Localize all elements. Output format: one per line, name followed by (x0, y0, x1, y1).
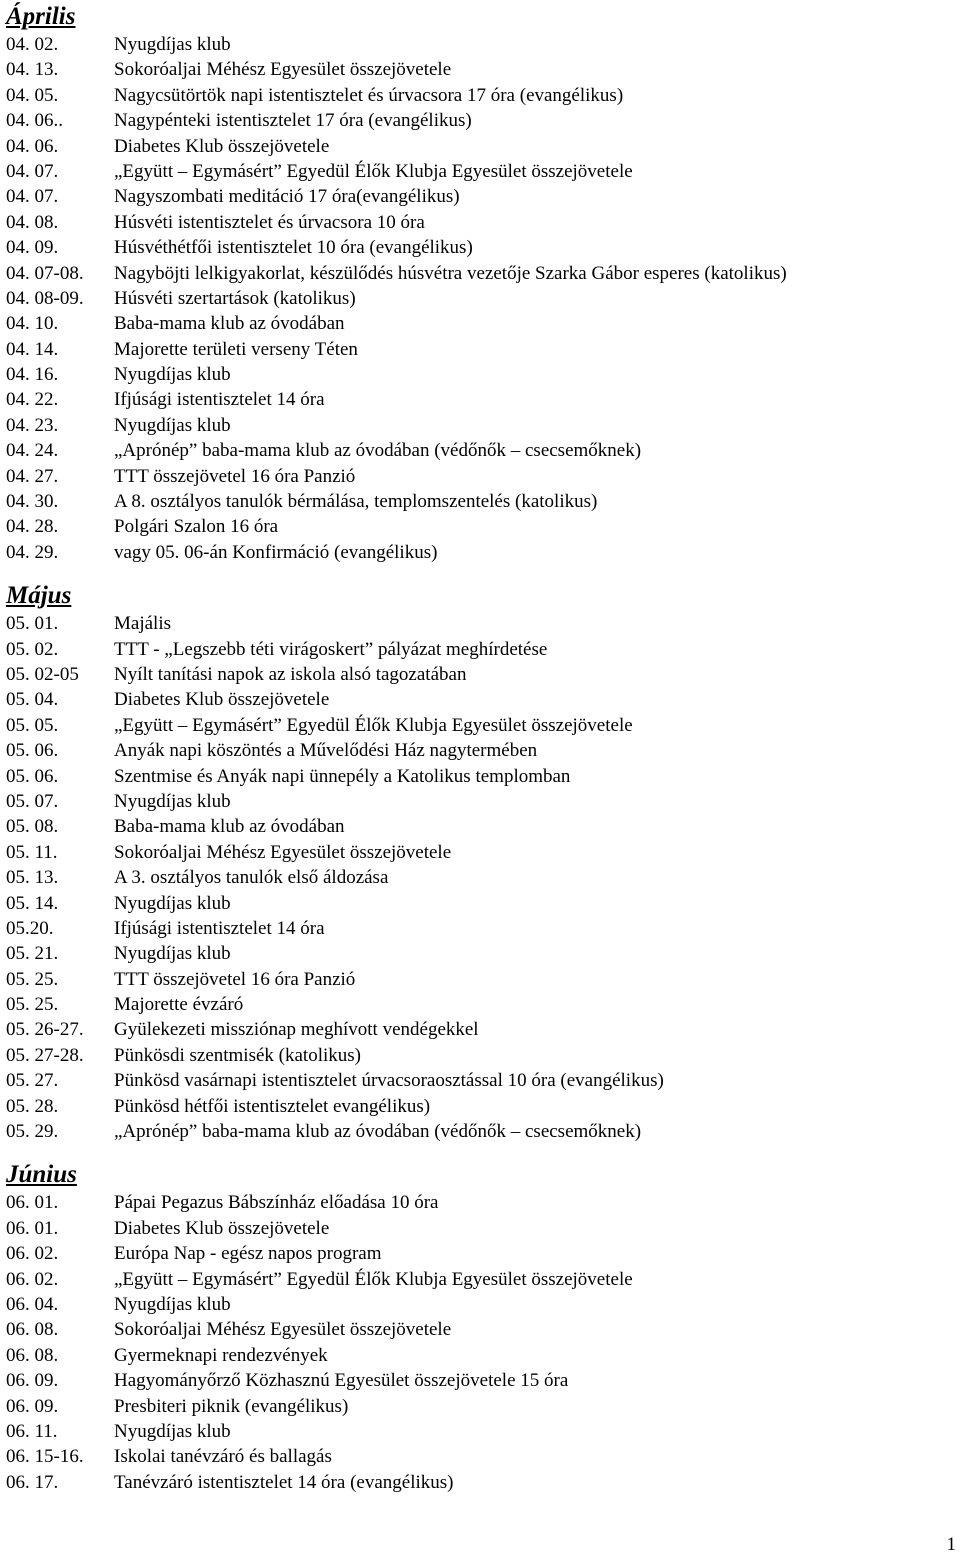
event-row (6, 1119, 946, 1144)
event-date: 06. 01. (6, 1192, 59, 1214)
month-heading: Április (6, 3, 76, 30)
event-date: 05. 08. (6, 816, 59, 838)
event-list (6, 611, 946, 1144)
event-date: 04. 08-09. (6, 287, 84, 309)
event-description: Baba-mama klub az óvodában (114, 313, 345, 335)
event-row (6, 1267, 946, 1292)
month-section-aprilis (6, 0, 946, 565)
event-description: Diabetes Klub összejövetele (114, 689, 330, 711)
event-row (6, 438, 946, 463)
event-row (6, 1094, 946, 1119)
event-description: Nyugdíjas klub (114, 1420, 231, 1442)
section-spacer (6, 565, 946, 583)
event-row (6, 1444, 946, 1469)
event-date: 04. 06. (6, 135, 59, 157)
event-date: 06. 08. (6, 1344, 59, 1366)
event-description: Nyílt tanítási napok az iskola alsó tagozatában (114, 663, 467, 685)
calendar-page (6, 0, 946, 1495)
event-date: 04. 28. (6, 516, 59, 538)
event-row (6, 83, 946, 108)
event-date: 05. 06. (6, 765, 59, 787)
event-date: 04. 09. (6, 237, 59, 259)
event-row (6, 1470, 946, 1495)
event-row (6, 941, 946, 966)
event-description: vagy 05. 06-án Konfirmáció (evangélikus) (114, 541, 438, 563)
event-description: Nyugdíjas klub (114, 1293, 231, 1315)
event-description: Húsvéti istentisztelet és úrvacsora 10 óra (114, 211, 425, 233)
event-row (6, 210, 946, 235)
event-date: 04. 23. (6, 414, 59, 436)
event-row (6, 413, 946, 438)
event-date: 04. 13. (6, 59, 59, 81)
event-description: Baba-mama klub az óvodában (114, 816, 345, 838)
event-row (6, 261, 946, 286)
event-row (6, 637, 946, 662)
event-description: Pünkösd hétfői istentisztelet evangélikus) (114, 1095, 431, 1117)
event-date: 04. 10. (6, 313, 59, 335)
event-date: 05.20. (6, 917, 54, 939)
event-description: „Együtt – Egymásért” Egyedül Élők Klubja Egyesület összejövetele (114, 1268, 633, 1290)
event-row (6, 311, 946, 336)
event-description: „Aprónép” baba-mama klub az óvodában (védőnők – csecsemőknek) (114, 440, 642, 462)
event-date: 05. 21. (6, 943, 59, 965)
event-description: Pünkösd vasárnapi istentisztelet úrvacsoraosztással 10 óra (evangélikus) (114, 1070, 664, 1092)
event-row (6, 134, 946, 159)
event-row (6, 967, 946, 992)
event-description: Sokoróaljai Méhész Egyesület összejövetele (114, 59, 452, 81)
event-row (6, 235, 946, 260)
event-description: Presbiteri piknik (evangélikus) (114, 1395, 349, 1417)
event-row (6, 159, 946, 184)
event-row (6, 1216, 946, 1241)
event-description: Diabetes Klub összejövetele (114, 1217, 330, 1239)
event-description: Szentmise és Anyák napi ünnepély a Katolikus templomban (114, 765, 571, 787)
event-date: 05. 27. (6, 1070, 59, 1092)
event-description: Gyermeknapi rendezvények (114, 1344, 328, 1366)
event-row (6, 1190, 946, 1215)
event-row (6, 1241, 946, 1266)
event-date: 06. 17. (6, 1471, 59, 1493)
event-date: 04. 02. (6, 34, 59, 55)
event-row (6, 337, 946, 362)
event-description: TTT - „Legszebb téti virágoskert” pályázat meghírdetése (114, 638, 548, 660)
event-description: Sokoróaljai Méhész Egyesület összejövetele (114, 1319, 452, 1341)
event-date: 04. 07. (6, 160, 59, 182)
event-description: Pápai Pegazus Bábszínház előadása 10 óra (114, 1192, 439, 1214)
event-row (6, 1068, 946, 1093)
event-row (6, 916, 946, 941)
event-description: Húsvéthétfői istentisztelet 10 óra (evangélikus) (114, 237, 473, 259)
event-description: A 8. osztályos tanulók bérmálása, templomszentelés (katolikus) (114, 491, 598, 513)
event-date: 04. 07. (6, 186, 59, 208)
event-description: Hagyományőrző Közhasznú Egyesület összejövetele 15 óra (114, 1370, 569, 1392)
section-spacer (6, 1144, 946, 1162)
event-description: Nagypénteki istentisztelet 17 óra (evangélikus) (114, 110, 472, 132)
event-description: Anyák napi köszöntés a Művelődési Ház nagytermében (114, 740, 538, 762)
event-row (6, 1317, 946, 1342)
event-description: Európa Nap - egész napos program (114, 1243, 382, 1265)
event-row (6, 362, 946, 387)
event-description: „Együtt – Egymásért” Egyedül Élők Klubja Egyesület összejövetele (114, 714, 633, 736)
event-date: 05. 02-05 (6, 663, 79, 685)
event-date: 06. 01. (6, 1217, 59, 1239)
event-date: 04. 06.. (6, 110, 63, 132)
event-description: Majális (114, 613, 171, 635)
event-date: 04. 08. (6, 211, 59, 233)
event-description: Nagyszombati meditáció 17 óra(evangélikus) (114, 186, 460, 208)
event-description: Ifjúsági istentisztelet 14 óra (114, 389, 325, 411)
event-row (6, 540, 946, 565)
event-description: „Aprónép” baba-mama klub az óvodában (védőnők – csecsemőknek) (114, 1121, 642, 1143)
event-date: 05. 04. (6, 689, 59, 711)
event-description: Sokoróaljai Méhész Egyesület összejövetele (114, 841, 452, 863)
event-row (6, 464, 946, 489)
event-list (6, 32, 946, 565)
event-description: Majorette területi verseny Téten (114, 338, 358, 360)
event-row (6, 738, 946, 763)
event-date: 05. 29. (6, 1121, 59, 1143)
event-description: Nagycsütörtök napi istentisztelet és úrvacsora 17 óra (evangélikus) (114, 84, 624, 106)
event-description: TTT összejövetel 16 óra Panzió (114, 465, 356, 487)
event-row (6, 1368, 946, 1393)
event-date: 06. 09. (6, 1395, 59, 1417)
event-date: 04. 14. (6, 338, 59, 360)
event-date: 04. 22. (6, 389, 59, 411)
event-description: „Együtt – Egymásért” Egyedül Élők Klubja Egyesület összejövetele (114, 160, 633, 182)
event-date: 05. 14. (6, 892, 59, 914)
event-date: 05. 13. (6, 867, 59, 889)
event-row (6, 891, 946, 916)
event-date: 05. 06. (6, 740, 59, 762)
event-row (6, 514, 946, 539)
event-row (6, 865, 946, 890)
event-row (6, 814, 946, 839)
event-date: 05. 27-28. (6, 1044, 84, 1066)
month-section-majus (6, 583, 946, 1144)
event-date: 05. 25. (6, 968, 59, 990)
event-date: 04. 30. (6, 491, 59, 513)
event-date: 06. 15-16. (6, 1446, 84, 1468)
event-description: Gyülekezeti missziónap meghívott vendégekkel (114, 1019, 479, 1041)
event-row (6, 840, 946, 865)
event-description: Nyugdíjas klub (114, 364, 231, 386)
event-row (6, 57, 946, 82)
event-date: 04. 16. (6, 364, 59, 386)
event-date: 05. 25. (6, 994, 59, 1016)
event-date: 04. 05. (6, 84, 59, 106)
event-row (6, 1419, 946, 1444)
event-description: Nyugdíjas klub (114, 892, 231, 914)
event-date: 06. 04. (6, 1293, 59, 1315)
event-description: Nyugdíjas klub (114, 790, 231, 812)
event-description: Majorette évzáró (114, 994, 244, 1016)
event-description: Nyugdíjas klub (114, 414, 231, 436)
event-row (6, 662, 946, 687)
event-description: Iskolai tanévzáró és ballagás (114, 1446, 332, 1468)
event-description: Húsvéti szertartások (katolikus) (114, 287, 356, 309)
page-number: 1 (946, 1534, 956, 1555)
event-description: Tanévzáró istentisztelet 14 óra (evangélikus) (114, 1471, 454, 1493)
event-description: Ifjúsági istentisztelet 14 óra (114, 917, 325, 939)
event-description: A 3. osztályos tanulók első áldozása (114, 867, 389, 889)
event-date: 05. 11. (6, 841, 58, 863)
event-row (6, 1292, 946, 1317)
event-row (6, 1343, 946, 1368)
event-date: 05. 02. (6, 638, 59, 660)
month-heading: Június (6, 1161, 77, 1189)
event-description: Diabetes Klub összejövetele (114, 135, 330, 157)
event-date: 06. 08. (6, 1319, 59, 1341)
month-section-junius (6, 1162, 946, 1495)
event-row (6, 387, 946, 412)
event-row (6, 992, 946, 1017)
event-row (6, 184, 946, 209)
event-date: 05. 07. (6, 790, 59, 812)
event-date: 04. 07-08. (6, 262, 84, 284)
event-row (6, 32, 946, 57)
event-date: 06. 09. (6, 1370, 59, 1392)
event-description: Nagyböjti lelkigyakorlat, készülődés húsvétra vezetője Szarka Gábor esperes (katolikus) (114, 262, 787, 284)
event-date: 04. 24. (6, 440, 59, 462)
event-description: Pünkösdi szentmisék (katolikus) (114, 1044, 361, 1066)
event-description: Nyugdíjas klub (114, 34, 231, 55)
month-heading: Május (6, 582, 72, 610)
event-row (6, 286, 946, 311)
event-row (6, 764, 946, 789)
event-date: 06. 02. (6, 1243, 59, 1265)
event-row (6, 713, 946, 738)
event-row (6, 108, 946, 133)
event-date: 04. 27. (6, 465, 59, 487)
event-date: 05. 28. (6, 1095, 59, 1117)
event-date: 06. 11. (6, 1420, 58, 1442)
event-row (6, 1394, 946, 1419)
event-row (6, 687, 946, 712)
event-row (6, 1017, 946, 1042)
event-row (6, 1043, 946, 1068)
event-date: 05. 05. (6, 714, 59, 736)
event-description: TTT összejövetel 16 óra Panzió (114, 968, 356, 990)
event-row (6, 789, 946, 814)
event-row (6, 611, 946, 636)
event-list (6, 1190, 946, 1495)
event-date: 05. 26-27. (6, 1019, 84, 1041)
event-description: Nyugdíjas klub (114, 943, 231, 965)
event-description: Polgári Szalon 16 óra (114, 516, 279, 538)
event-date: 06. 02. (6, 1268, 59, 1290)
event-date: 05. 01. (6, 613, 59, 635)
event-date: 04. 29. (6, 541, 59, 563)
event-row (6, 489, 946, 514)
